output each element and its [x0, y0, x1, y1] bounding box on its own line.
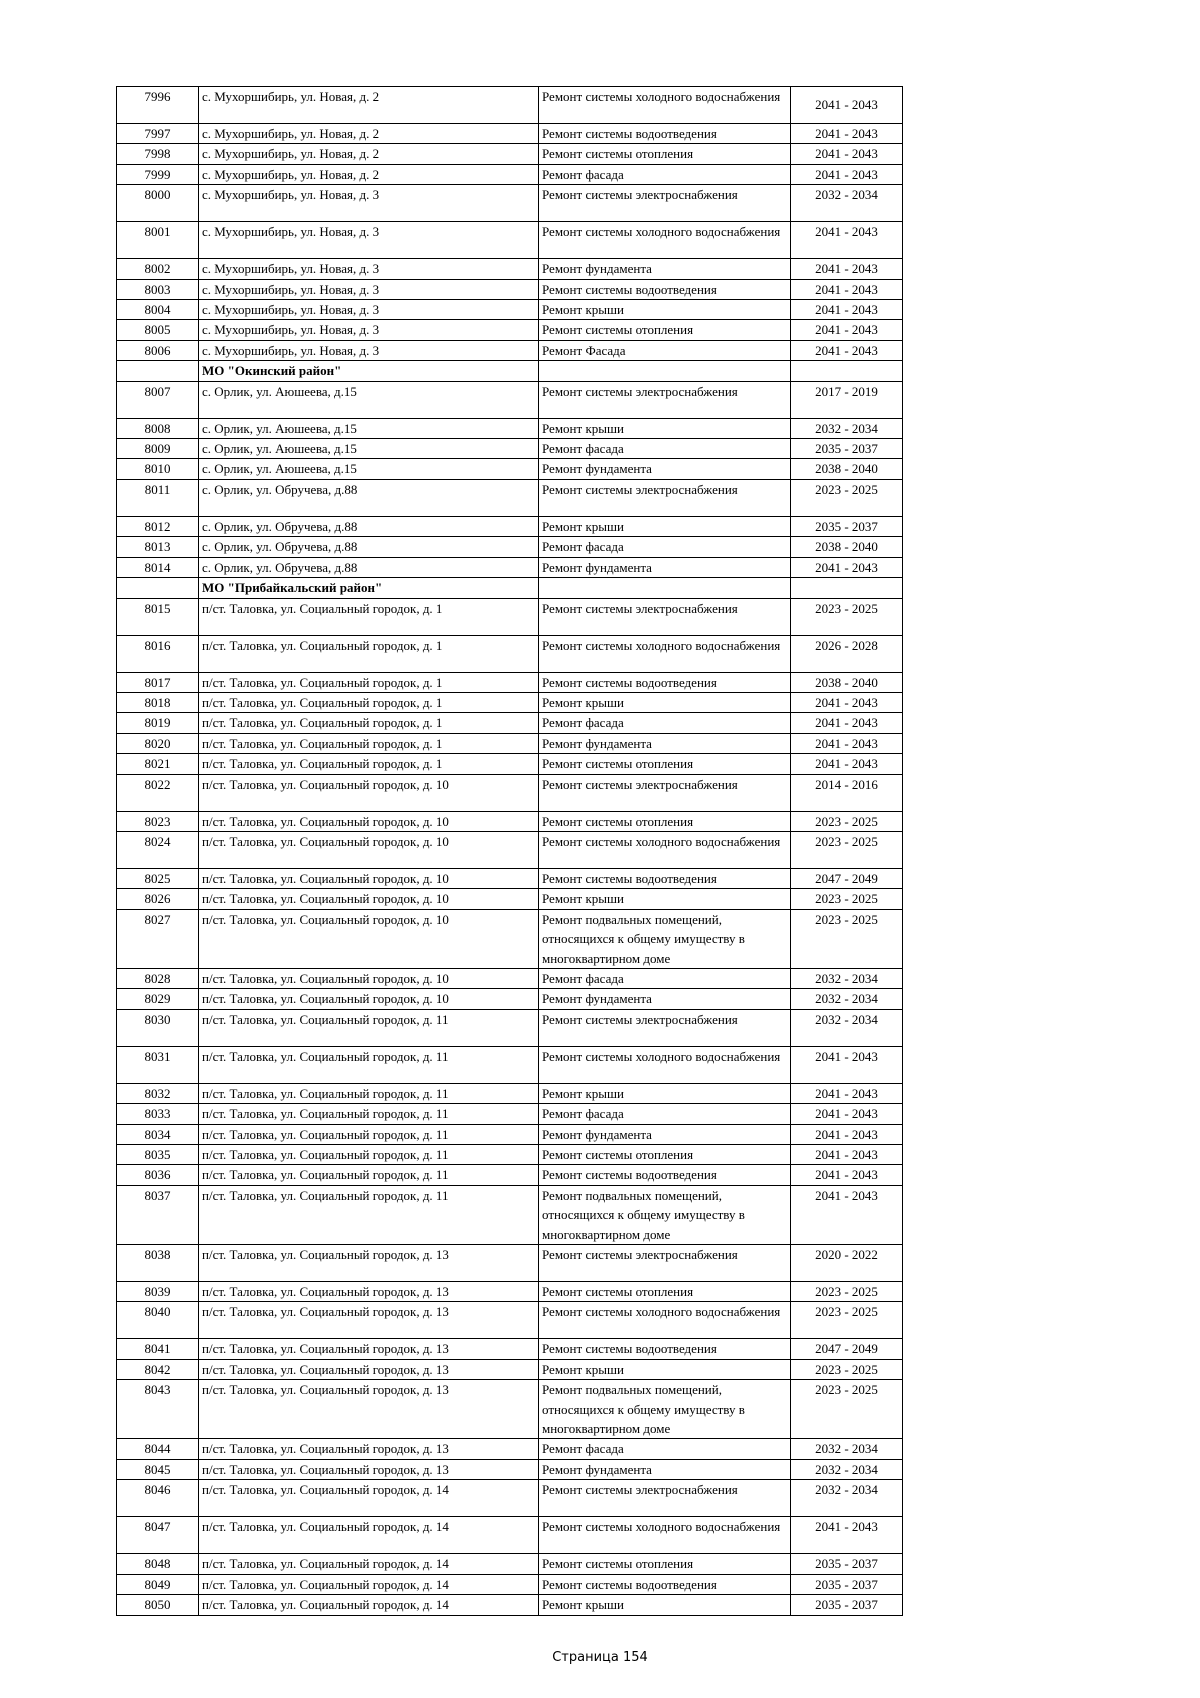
row-number: 8024 — [117, 831, 199, 868]
period-cell: 2041 - 2043 — [791, 692, 903, 712]
work-type-cell: Ремонт системы электроснабжения — [539, 1480, 791, 1517]
period-cell: 2038 - 2040 — [791, 672, 903, 692]
period-cell: 2032 - 2034 — [791, 185, 903, 222]
row-number: 8041 — [117, 1339, 199, 1359]
address-cell: с. Мухоршибирь, ул. Новая, д. 3 — [199, 185, 539, 222]
row-number: 8031 — [117, 1046, 199, 1083]
address-cell: п/ст. Таловка, ул. Социальный городок, д. 13 — [199, 1245, 539, 1282]
row-number: 8011 — [117, 479, 199, 516]
period-cell: 2023 - 2025 — [791, 1282, 903, 1302]
work-type-cell: Ремонт системы водоотведения — [539, 868, 791, 888]
section-header-row — [117, 361, 903, 381]
work-type-cell: Ремонт фасада — [539, 713, 791, 733]
work-type-cell: Ремонт системы холодного водоснабжения — [539, 1046, 791, 1083]
address-cell: с. Мухоршибирь, ул. Новая, д. 3 — [199, 320, 539, 340]
table-row — [117, 733, 903, 753]
table-row — [117, 692, 903, 712]
work-type-cell: Ремонт крыши — [539, 889, 791, 909]
work-type-cell: Ремонт фундамента — [539, 557, 791, 577]
table-row — [117, 831, 903, 868]
address-cell: с. Орлик, ул. Обручева, д.88 — [199, 516, 539, 536]
row-number: 8037 — [117, 1185, 199, 1244]
address-cell: с. Орлик, ул. Обручева, д.88 — [199, 479, 539, 516]
address-cell: п/ст. Таловка, ул. Социальный городок, д. 11 — [199, 1009, 539, 1046]
work-type-cell: Ремонт системы отопления — [539, 144, 791, 164]
work-type-cell: Ремонт крыши — [539, 300, 791, 320]
work-type-cell: Ремонт фундамента — [539, 1459, 791, 1479]
work-type-cell: Ремонт подвальных помещений, относящихся к общему имуществу в многоквартирном доме — [539, 909, 791, 968]
work-type-cell: Ремонт фасада — [539, 1104, 791, 1124]
work-type-cell: Ремонт фасада — [539, 968, 791, 988]
address-cell: п/ст. Таловка, ул. Социальный городок, д. 11 — [199, 1124, 539, 1144]
work-type-cell: Ремонт системы отопления — [539, 811, 791, 831]
row-number: 8034 — [117, 1124, 199, 1144]
address-cell: п/ст. Таловка, ул. Социальный городок, д. 10 — [199, 774, 539, 811]
period-cell: 2026 - 2028 — [791, 635, 903, 672]
period-cell: 2041 - 2043 — [791, 259, 903, 279]
work-type-cell: Ремонт фасада — [539, 439, 791, 459]
row-number: 8017 — [117, 672, 199, 692]
work-type-cell: Ремонт системы электроснабжения — [539, 774, 791, 811]
address-cell: п/ст. Таловка, ул. Социальный городок, д. 10 — [199, 811, 539, 831]
period-cell: 2041 - 2043 — [791, 87, 903, 124]
row-number: 8006 — [117, 340, 199, 360]
table-row — [117, 868, 903, 888]
row-number: 8043 — [117, 1380, 199, 1439]
repair-schedule-table — [116, 86, 903, 1616]
row-number: 8001 — [117, 222, 199, 259]
work-type-cell: Ремонт системы водоотведения — [539, 1339, 791, 1359]
work-type-cell: Ремонт системы водоотведения — [539, 1165, 791, 1185]
period-cell: 2035 - 2037 — [791, 516, 903, 536]
work-type-cell: Ремонт системы холодного водоснабжения — [539, 222, 791, 259]
page-footer — [0, 1650, 1200, 1665]
table-row — [117, 1302, 903, 1339]
district-heading: МО "Окинский район" — [199, 361, 539, 381]
period-cell: 2035 - 2037 — [791, 1554, 903, 1574]
table-row — [117, 479, 903, 516]
address-cell: п/ст. Таловка, ул. Социальный городок, д. 13 — [199, 1459, 539, 1479]
row-number: 8025 — [117, 868, 199, 888]
row-number: 8009 — [117, 439, 199, 459]
period-cell: 2041 - 2043 — [791, 1104, 903, 1124]
work-type-cell: Ремонт системы электроснабжения — [539, 1245, 791, 1282]
address-cell: с. Мухоршибирь, ул. Новая, д. 2 — [199, 124, 539, 144]
row-number: 8049 — [117, 1574, 199, 1594]
address-cell: с. Мухоршибирь, ул. Новая, д. 2 — [199, 164, 539, 184]
table-row — [117, 598, 903, 635]
table-row — [117, 889, 903, 909]
row-number: 8048 — [117, 1554, 199, 1574]
row-number: 8002 — [117, 259, 199, 279]
work-type-cell: Ремонт системы водоотведения — [539, 1574, 791, 1594]
table-body — [117, 87, 903, 1616]
work-type-cell — [539, 578, 791, 598]
row-number: 8007 — [117, 381, 199, 418]
period-cell: 2032 - 2034 — [791, 1439, 903, 1459]
address-cell: с. Орлик, ул. Обручева, д.88 — [199, 557, 539, 577]
work-type-cell: Ремонт крыши — [539, 1595, 791, 1615]
row-number: 8018 — [117, 692, 199, 712]
row-number: 7999 — [117, 164, 199, 184]
period-cell: 2041 - 2043 — [791, 124, 903, 144]
row-number: 8000 — [117, 185, 199, 222]
table-row — [117, 516, 903, 536]
address-cell: п/ст. Таловка, ул. Социальный городок, д. 10 — [199, 968, 539, 988]
row-number: 8012 — [117, 516, 199, 536]
period-cell: 2047 - 2049 — [791, 1339, 903, 1359]
table-row — [117, 557, 903, 577]
work-type-cell: Ремонт системы холодного водоснабжения — [539, 1302, 791, 1339]
address-cell: п/ст. Таловка, ул. Социальный городок, д. 11 — [199, 1185, 539, 1244]
period-cell: 2041 - 2043 — [791, 164, 903, 184]
address-cell: п/ст. Таловка, ул. Социальный городок, д. 11 — [199, 1145, 539, 1165]
address-cell: п/ст. Таловка, ул. Социальный городок, д. 14 — [199, 1517, 539, 1554]
period-cell: 2041 - 2043 — [791, 222, 903, 259]
row-number: 8015 — [117, 598, 199, 635]
address-cell: с. Мухоршибирь, ул. Новая, д. 3 — [199, 340, 539, 360]
period-cell — [791, 578, 903, 598]
row-number: 8016 — [117, 635, 199, 672]
row-number: 7997 — [117, 124, 199, 144]
section-header-row — [117, 578, 903, 598]
row-number: 8047 — [117, 1517, 199, 1554]
period-cell: 2035 - 2037 — [791, 1574, 903, 1594]
work-type-cell: Ремонт системы электроснабжения — [539, 1009, 791, 1046]
address-cell: п/ст. Таловка, ул. Социальный городок, д. 13 — [199, 1339, 539, 1359]
table-row — [117, 713, 903, 733]
work-type-cell: Ремонт системы электроснабжения — [539, 381, 791, 418]
period-cell: 2041 - 2043 — [791, 1165, 903, 1185]
work-type-cell: Ремонт фундамента — [539, 989, 791, 1009]
period-cell: 2047 - 2049 — [791, 868, 903, 888]
work-type-cell: Ремонт фасада — [539, 164, 791, 184]
period-cell: 2023 - 2025 — [791, 1302, 903, 1339]
period-cell: 2014 - 2016 — [791, 774, 903, 811]
row-number: 8030 — [117, 1009, 199, 1046]
row-number: 8022 — [117, 774, 199, 811]
work-type-cell: Ремонт Фасада — [539, 340, 791, 360]
table-row — [117, 1459, 903, 1479]
table-row — [117, 909, 903, 968]
period-cell: 2032 - 2034 — [791, 1459, 903, 1479]
period-cell: 2032 - 2034 — [791, 989, 903, 1009]
row-number: 8008 — [117, 418, 199, 438]
work-type-cell: Ремонт фундамента — [539, 459, 791, 479]
table-row — [117, 1439, 903, 1459]
row-number: 8040 — [117, 1302, 199, 1339]
address-cell: с. Мухоршибирь, ул. Новая, д. 3 — [199, 222, 539, 259]
address-cell: п/ст. Таловка, ул. Социальный городок, д. 1 — [199, 692, 539, 712]
work-type-cell: Ремонт фундамента — [539, 259, 791, 279]
address-cell: п/ст. Таловка, ул. Социальный городок, д. 14 — [199, 1574, 539, 1594]
period-cell: 2023 - 2025 — [791, 909, 903, 968]
row-number: 8010 — [117, 459, 199, 479]
table-row — [117, 1595, 903, 1615]
table-row — [117, 1282, 903, 1302]
table-row — [117, 1046, 903, 1083]
table-row — [117, 185, 903, 222]
address-cell: с. Мухоршибирь, ул. Новая, д. 3 — [199, 279, 539, 299]
table-row — [117, 537, 903, 557]
address-cell: п/ст. Таловка, ул. Социальный городок, д. 13 — [199, 1359, 539, 1379]
table-row — [117, 1124, 903, 1144]
address-cell: п/ст. Таловка, ул. Социальный городок, д. 1 — [199, 733, 539, 753]
period-cell: 2023 - 2025 — [791, 1359, 903, 1379]
table-row — [117, 1009, 903, 1046]
period-cell: 2041 - 2043 — [791, 144, 903, 164]
table-row — [117, 418, 903, 438]
table-row — [117, 1245, 903, 1282]
row-number: 8042 — [117, 1359, 199, 1379]
row-number: 8013 — [117, 537, 199, 557]
table-row — [117, 279, 903, 299]
period-cell: 2041 - 2043 — [791, 320, 903, 340]
address-cell: п/ст. Таловка, ул. Социальный городок, д. 10 — [199, 889, 539, 909]
work-type-cell: Ремонт системы холодного водоснабжения — [539, 87, 791, 124]
work-type-cell: Ремонт крыши — [539, 418, 791, 438]
period-cell: 2041 - 2043 — [791, 340, 903, 360]
period-cell: 2041 - 2043 — [791, 754, 903, 774]
row-number: 8023 — [117, 811, 199, 831]
row-number: 8020 — [117, 733, 199, 753]
work-type-cell — [539, 361, 791, 381]
row-number: 8028 — [117, 968, 199, 988]
period-cell: 2020 - 2022 — [791, 1245, 903, 1282]
row-number: 8045 — [117, 1459, 199, 1479]
work-type-cell: Ремонт крыши — [539, 692, 791, 712]
address-cell: п/ст. Таловка, ул. Социальный городок, д. 10 — [199, 989, 539, 1009]
work-type-cell: Ремонт системы отопления — [539, 320, 791, 340]
work-type-cell: Ремонт фундамента — [539, 1124, 791, 1144]
row-number: 8003 — [117, 279, 199, 299]
period-cell: 2023 - 2025 — [791, 1380, 903, 1439]
row-number: 8019 — [117, 713, 199, 733]
period-cell: 2041 - 2043 — [791, 1046, 903, 1083]
period-cell: 2041 - 2043 — [791, 713, 903, 733]
work-type-cell: Ремонт системы электроснабжения — [539, 598, 791, 635]
table-row — [117, 774, 903, 811]
period-cell: 2023 - 2025 — [791, 811, 903, 831]
period-cell: 2041 - 2043 — [791, 1083, 903, 1103]
address-cell: п/ст. Таловка, ул. Социальный городок, д. 13 — [199, 1282, 539, 1302]
work-type-cell: Ремонт системы холодного водоснабжения — [539, 635, 791, 672]
address-cell: п/ст. Таловка, ул. Социальный городок, д. 1 — [199, 635, 539, 672]
address-cell: с. Мухоршибирь, ул. Новая, д. 2 — [199, 87, 539, 124]
work-type-cell: Ремонт фасада — [539, 537, 791, 557]
period-cell: 2023 - 2025 — [791, 831, 903, 868]
period-cell: 2041 - 2043 — [791, 557, 903, 577]
table-row — [117, 87, 903, 124]
period-cell: 2038 - 2040 — [791, 537, 903, 557]
row-number: 7996 — [117, 87, 199, 124]
period-cell: 2041 - 2043 — [791, 279, 903, 299]
row-number: 8029 — [117, 989, 199, 1009]
period-cell: 2035 - 2037 — [791, 439, 903, 459]
work-type-cell: Ремонт крыши — [539, 516, 791, 536]
period-cell: 2041 - 2043 — [791, 1124, 903, 1144]
period-cell: 2041 - 2043 — [791, 733, 903, 753]
period-cell: 2032 - 2034 — [791, 418, 903, 438]
row-number: 8036 — [117, 1165, 199, 1185]
table-row — [117, 1480, 903, 1517]
work-type-cell: Ремонт системы водоотведения — [539, 124, 791, 144]
period-cell: 2041 - 2043 — [791, 300, 903, 320]
row-number — [117, 361, 199, 381]
row-number: 7998 — [117, 144, 199, 164]
address-cell: п/ст. Таловка, ул. Социальный городок, д. 1 — [199, 598, 539, 635]
table-row — [117, 320, 903, 340]
table-row — [117, 1359, 903, 1379]
table-row — [117, 1104, 903, 1124]
address-cell: п/ст. Таловка, ул. Социальный городок, д. 10 — [199, 831, 539, 868]
address-cell: с. Орлик, ул. Аюшеева, д.15 — [199, 459, 539, 479]
address-cell: с. Орлик, ул. Аюшеева, д.15 — [199, 418, 539, 438]
address-cell: п/ст. Таловка, ул. Социальный городок, д. 10 — [199, 909, 539, 968]
row-number: 8044 — [117, 1439, 199, 1459]
table-row — [117, 124, 903, 144]
address-cell: п/ст. Таловка, ул. Социальный городок, д. 14 — [199, 1595, 539, 1615]
address-cell: п/ст. Таловка, ул. Социальный городок, д. 10 — [199, 868, 539, 888]
address-cell: с. Орлик, ул. Обручева, д.88 — [199, 537, 539, 557]
table-row — [117, 989, 903, 1009]
row-number: 8039 — [117, 1282, 199, 1302]
table-row — [117, 1339, 903, 1359]
row-number: 8032 — [117, 1083, 199, 1103]
table-row — [117, 439, 903, 459]
work-type-cell: Ремонт системы электроснабжения — [539, 479, 791, 516]
row-number: 8021 — [117, 754, 199, 774]
page-number-label: Страница 154 — [552, 1650, 648, 1665]
district-heading: МО "Прибайкальский район" — [199, 578, 539, 598]
row-number: 8026 — [117, 889, 199, 909]
work-type-cell: Ремонт системы отопления — [539, 1282, 791, 1302]
address-cell: с. Мухоршибирь, ул. Новая, д. 3 — [199, 300, 539, 320]
table-row — [117, 259, 903, 279]
address-cell: п/ст. Таловка, ул. Социальный городок, д. 11 — [199, 1083, 539, 1103]
table-row — [117, 968, 903, 988]
address-cell: п/ст. Таловка, ул. Социальный городок, д. 11 — [199, 1165, 539, 1185]
work-type-cell: Ремонт системы водоотведения — [539, 279, 791, 299]
table-row — [117, 222, 903, 259]
row-number — [117, 578, 199, 598]
work-type-cell: Ремонт подвальных помещений, относящихся к общему имуществу в многоквартирном доме — [539, 1185, 791, 1244]
row-number: 8014 — [117, 557, 199, 577]
work-type-cell: Ремонт подвальных помещений, относящихся к общему имуществу в многоквартирном доме — [539, 1380, 791, 1439]
work-type-cell: Ремонт фундамента — [539, 733, 791, 753]
table-row — [117, 381, 903, 418]
table-row — [117, 1574, 903, 1594]
table-row — [117, 1380, 903, 1439]
table-row — [117, 1083, 903, 1103]
table-row — [117, 164, 903, 184]
table-row — [117, 1145, 903, 1165]
address-cell: с. Орлик, ул. Аюшеева, д.15 — [199, 381, 539, 418]
period-cell: 2041 - 2043 — [791, 1185, 903, 1244]
work-type-cell: Ремонт фасада — [539, 1439, 791, 1459]
address-cell: с. Мухоршибирь, ул. Новая, д. 3 — [199, 259, 539, 279]
address-cell: п/ст. Таловка, ул. Социальный городок, д. 13 — [199, 1302, 539, 1339]
row-number: 8004 — [117, 300, 199, 320]
address-cell: п/ст. Таловка, ул. Социальный городок, д. 14 — [199, 1480, 539, 1517]
period-cell: 2032 - 2034 — [791, 968, 903, 988]
row-number: 8050 — [117, 1595, 199, 1615]
work-type-cell: Ремонт крыши — [539, 1083, 791, 1103]
row-number: 8005 — [117, 320, 199, 340]
row-number: 8046 — [117, 1480, 199, 1517]
table-row — [117, 754, 903, 774]
row-number: 8027 — [117, 909, 199, 968]
period-cell: 2038 - 2040 — [791, 459, 903, 479]
address-cell: п/ст. Таловка, ул. Социальный городок, д. 11 — [199, 1104, 539, 1124]
work-type-cell: Ремонт крыши — [539, 1359, 791, 1379]
period-cell: 2023 - 2025 — [791, 598, 903, 635]
row-number: 8038 — [117, 1245, 199, 1282]
table-row — [117, 1517, 903, 1554]
table-row — [117, 144, 903, 164]
period-cell: 2035 - 2037 — [791, 1595, 903, 1615]
period-cell — [791, 361, 903, 381]
period-cell: 2023 - 2025 — [791, 479, 903, 516]
address-cell: п/ст. Таловка, ул. Социальный городок, д. 13 — [199, 1380, 539, 1439]
table-row — [117, 635, 903, 672]
work-type-cell: Ремонт системы холодного водоснабжения — [539, 1517, 791, 1554]
address-cell: п/ст. Таловка, ул. Социальный городок, д. 1 — [199, 754, 539, 774]
table-row — [117, 300, 903, 320]
address-cell: п/ст. Таловка, ул. Социальный городок, д. 1 — [199, 713, 539, 733]
period-cell: 2032 - 2034 — [791, 1009, 903, 1046]
address-cell: п/ст. Таловка, ул. Социальный городок, д. 1 — [199, 672, 539, 692]
work-type-cell: Ремонт системы отопления — [539, 1554, 791, 1574]
table-row — [117, 340, 903, 360]
address-cell: с. Орлик, ул. Аюшеева, д.15 — [199, 439, 539, 459]
period-cell: 2041 - 2043 — [791, 1145, 903, 1165]
table-row — [117, 459, 903, 479]
work-type-cell: Ремонт системы холодного водоснабжения — [539, 831, 791, 868]
table-row — [117, 1185, 903, 1244]
table-row — [117, 1554, 903, 1574]
period-cell: 2032 - 2034 — [791, 1480, 903, 1517]
table-row — [117, 672, 903, 692]
address-cell: п/ст. Таловка, ул. Социальный городок, д. 13 — [199, 1439, 539, 1459]
work-type-cell: Ремонт системы электроснабжения — [539, 185, 791, 222]
address-cell: с. Мухоршибирь, ул. Новая, д. 2 — [199, 144, 539, 164]
row-number: 8035 — [117, 1145, 199, 1165]
period-cell: 2023 - 2025 — [791, 889, 903, 909]
address-cell: п/ст. Таловка, ул. Социальный городок, д. 11 — [199, 1046, 539, 1083]
row-number: 8033 — [117, 1104, 199, 1124]
period-cell: 2017 - 2019 — [791, 381, 903, 418]
work-type-cell: Ремонт системы отопления — [539, 1145, 791, 1165]
table-row — [117, 811, 903, 831]
work-type-cell: Ремонт системы водоотведения — [539, 672, 791, 692]
work-type-cell: Ремонт системы отопления — [539, 754, 791, 774]
address-cell: п/ст. Таловка, ул. Социальный городок, д. 14 — [199, 1554, 539, 1574]
table-row — [117, 1165, 903, 1185]
period-cell: 2041 - 2043 — [791, 1517, 903, 1554]
